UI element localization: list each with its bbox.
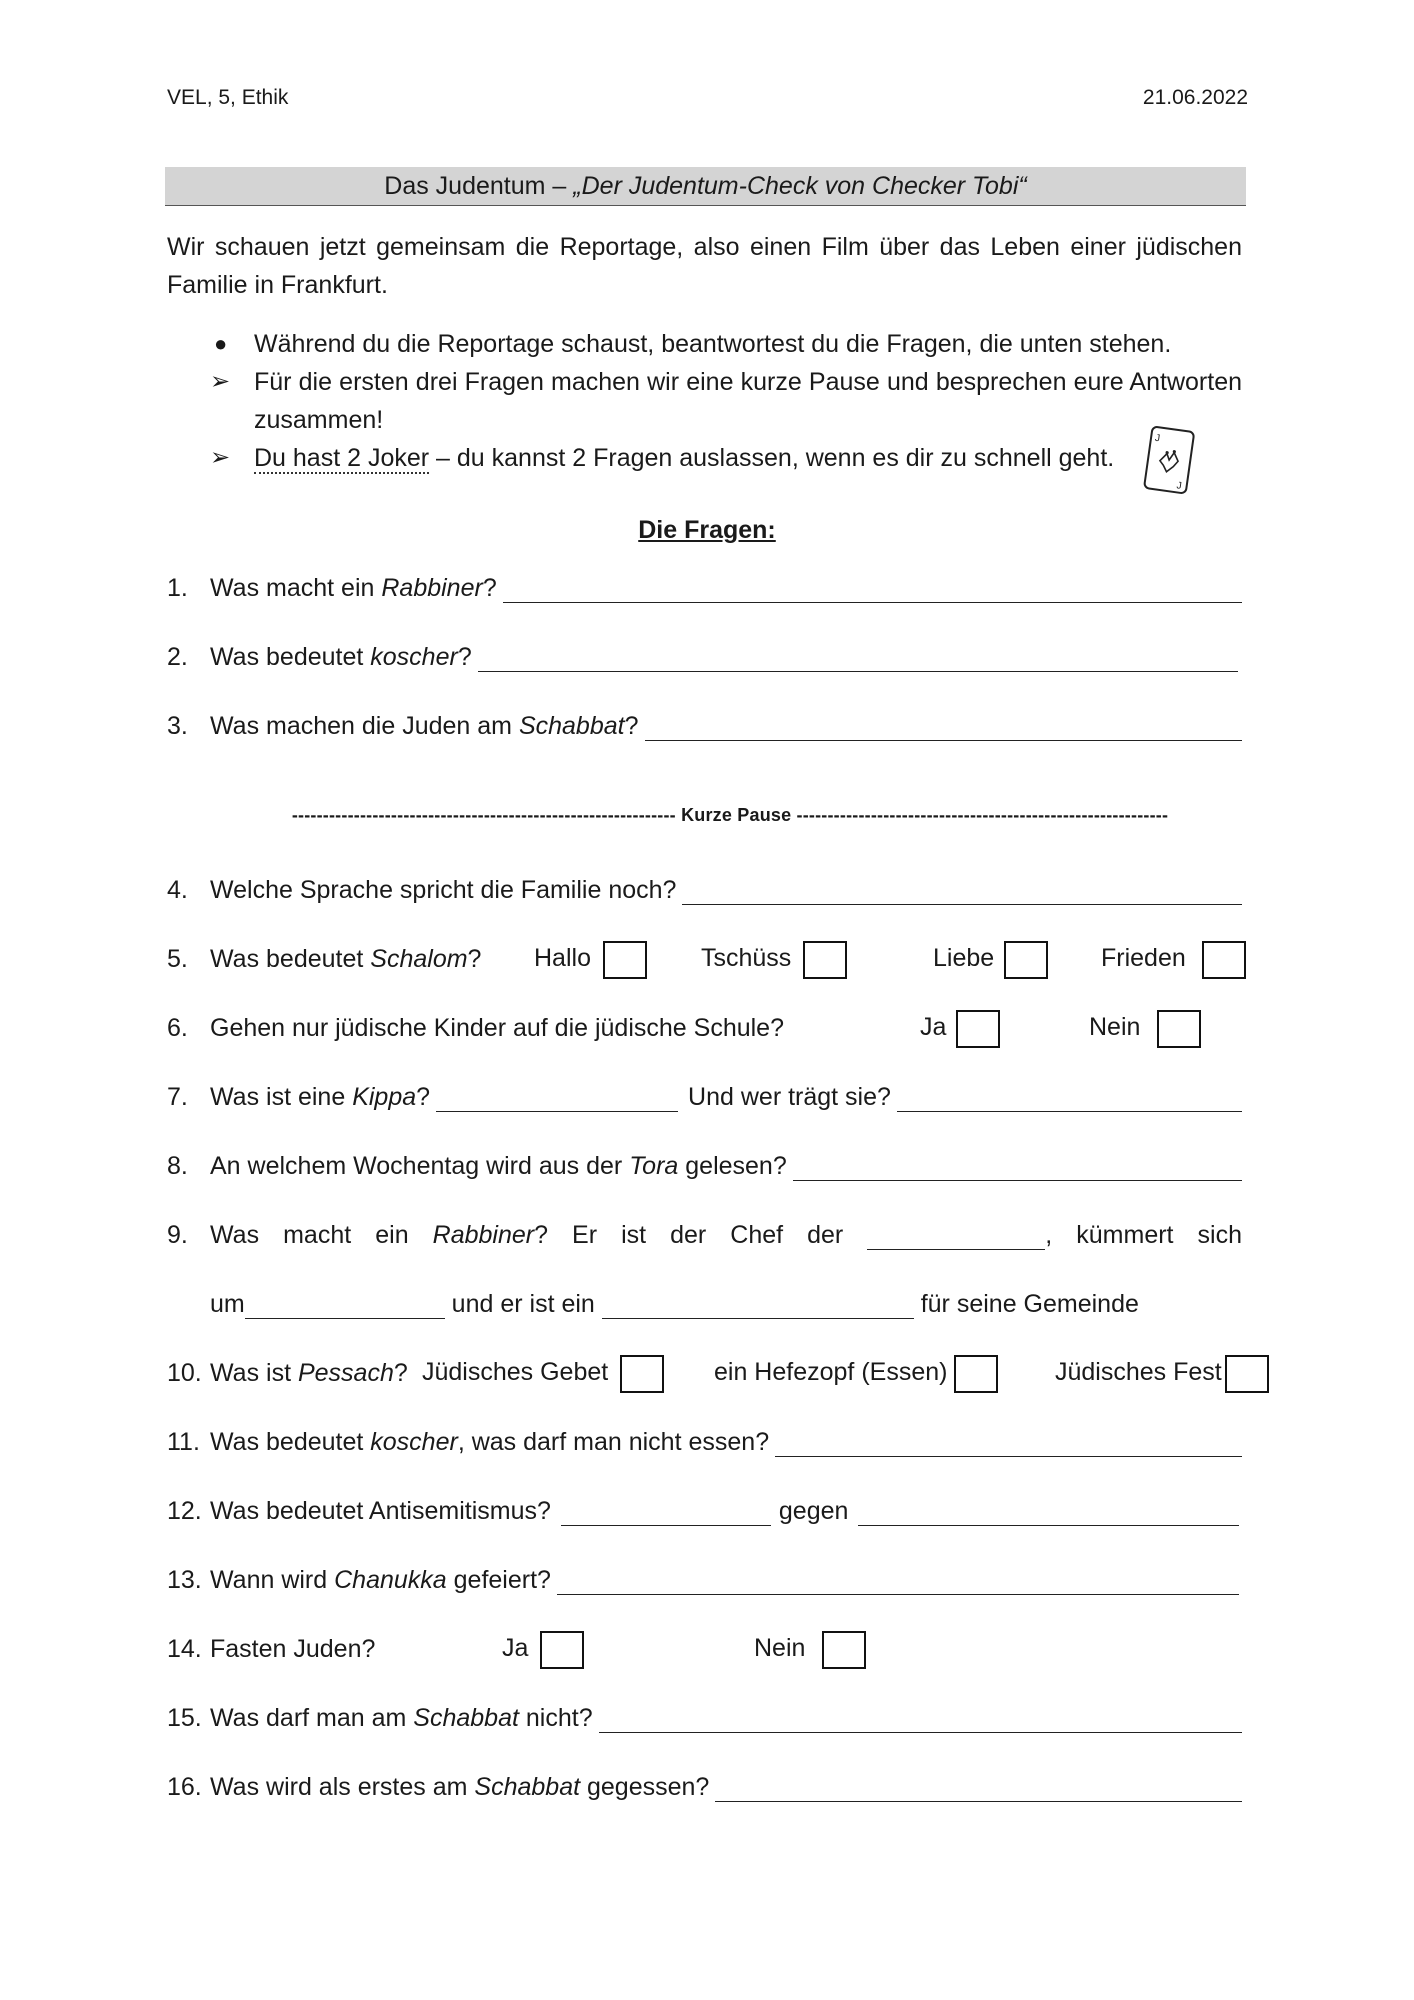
checkbox-tschuess[interactable] bbox=[803, 941, 847, 979]
answer-line[interactable] bbox=[561, 1503, 771, 1526]
checkbox-gebet[interactable] bbox=[620, 1355, 664, 1393]
joker-card-icon bbox=[1138, 424, 1200, 498]
title-main: Das Judentum – bbox=[384, 171, 574, 200]
q-number: 4. bbox=[167, 876, 188, 904]
question-8: 8. An welchem Wochentag wird aus der Tora gelesen? bbox=[167, 1151, 1242, 1181]
answer-line[interactable] bbox=[602, 1296, 914, 1319]
checkbox-ja[interactable] bbox=[956, 1010, 1000, 1048]
answer-line[interactable] bbox=[503, 580, 1242, 603]
arrow-bullet-icon: ➢ bbox=[210, 444, 231, 471]
q-number: 14. bbox=[167, 1635, 202, 1663]
answer-line[interactable] bbox=[897, 1089, 1242, 1112]
intro-text: Wir schauen jetzt gemeinsam die Reportage, also einen Film über das Leben einer jüdischen Familie in Frankfurt. bbox=[167, 233, 1242, 299]
checkbox-ja[interactable] bbox=[540, 1631, 584, 1669]
answer-line[interactable] bbox=[557, 1572, 1239, 1595]
checkbox-liebe[interactable] bbox=[1004, 941, 1048, 979]
bullet-3-rest: – du kannst 2 Fragen auslassen, wenn es dir zu schnell geht. bbox=[429, 444, 1115, 472]
checkbox-nein[interactable] bbox=[1157, 1010, 1201, 1048]
q-number: 5. bbox=[167, 945, 188, 973]
question-7: 7. Was ist eine Kippa? Und wer trägt sie? bbox=[167, 1082, 1242, 1112]
header-date: 21.06.2022 bbox=[1142, 86, 1248, 109]
checkbox-frieden[interactable] bbox=[1202, 941, 1246, 979]
answer-line[interactable] bbox=[478, 649, 1238, 672]
question-3: 3. Was machen die Juden am Schabbat? bbox=[167, 711, 1242, 741]
question-9: 9. Was macht ein Rabbiner? Er ist der Chef der , kümmert sich bbox=[167, 1221, 1242, 1249]
answer-line[interactable] bbox=[858, 1503, 1239, 1526]
option-fest: Jüdisches Fest bbox=[1055, 1358, 1222, 1386]
q-number: 7. bbox=[167, 1083, 188, 1111]
answer-line[interactable] bbox=[867, 1227, 1045, 1250]
checkbox-nein[interactable] bbox=[822, 1631, 866, 1669]
q-number: 16. bbox=[167, 1773, 202, 1801]
bullet-1: Während du die Reportage schaust, beantwortest du die Fragen, die unten stehen. bbox=[254, 330, 1172, 358]
question-14: 14. Fasten Juden? bbox=[167, 1635, 376, 1663]
answer-line[interactable] bbox=[245, 1296, 445, 1319]
option-nein: Nein bbox=[1089, 1013, 1141, 1041]
q-number: 12. bbox=[167, 1497, 202, 1525]
question-5: 5. Was bedeutet Schalom? bbox=[167, 945, 482, 973]
pause-divider: -------------------------------------------------------------- Kurze Pause ------------------------------------------------------------ bbox=[291, 805, 1169, 825]
option-ja: Ja bbox=[920, 1013, 947, 1041]
option-frieden: Frieden bbox=[1101, 944, 1186, 972]
q-number: 8. bbox=[167, 1152, 188, 1180]
answer-line[interactable] bbox=[682, 882, 1242, 905]
q-number: 9. bbox=[167, 1221, 188, 1249]
question-4: 4. Welche Sprache spricht die Familie noch? bbox=[167, 875, 1242, 905]
q-number: 10. bbox=[167, 1359, 202, 1387]
option-hallo: Hallo bbox=[534, 944, 591, 972]
bullet-2: Für die ersten drei Fragen machen wir eine kurze Pause und besprechen eure Antworten zusammen! bbox=[254, 368, 1242, 434]
question-12: 12. Was bedeutet Antisemitismus? gegen bbox=[167, 1496, 1239, 1526]
worksheet-title bbox=[165, 167, 1246, 206]
answer-line[interactable] bbox=[436, 1089, 678, 1112]
q-number: 6. bbox=[167, 1014, 188, 1042]
q-number: 3. bbox=[167, 712, 188, 740]
question-16: 16. Was wird als erstes am Schabbat gegessen? bbox=[167, 1772, 1242, 1802]
joker-text: Du hast 2 Joker bbox=[254, 444, 430, 472]
checkbox-hefezopf[interactable] bbox=[954, 1355, 998, 1393]
answer-line[interactable] bbox=[715, 1779, 1242, 1802]
checkbox-hallo[interactable] bbox=[603, 941, 647, 979]
question-11: 11. Was bedeutet koscher, was darf man nicht essen? bbox=[167, 1427, 1242, 1457]
option-tschuess: Tschüss bbox=[701, 944, 792, 972]
q-number: 1. bbox=[167, 574, 188, 602]
question-9-line-2: um und er ist ein für seine Gemeinde bbox=[210, 1290, 1139, 1318]
question-6: 6. Gehen nur jüdische Kinder auf die jüdische Schule? bbox=[167, 1014, 784, 1042]
title-italic: „Der Judentum-Check von Checker Tobi“ bbox=[573, 171, 1027, 200]
answer-line[interactable] bbox=[599, 1710, 1242, 1733]
question-15: 15. Was darf man am Schabbat nicht? bbox=[167, 1703, 1242, 1733]
option-hefezopf: ein Hefezopf (Essen) bbox=[714, 1358, 948, 1386]
option-gebet: Jüdisches Gebet bbox=[422, 1358, 609, 1386]
q-number: 11. bbox=[167, 1428, 200, 1456]
checkbox-fest[interactable] bbox=[1225, 1355, 1269, 1393]
option-ja: Ja bbox=[502, 1634, 529, 1662]
q-number: 15. bbox=[167, 1704, 202, 1732]
question-13: 13. Wann wird Chanukka gefeiert? bbox=[167, 1565, 1239, 1595]
arrow-bullet-icon: ➢ bbox=[210, 368, 231, 395]
q-number: 13. bbox=[167, 1566, 202, 1594]
q-number: 2. bbox=[167, 643, 188, 671]
option-liebe: Liebe bbox=[933, 944, 995, 972]
option-nein: Nein bbox=[754, 1634, 806, 1662]
answer-line[interactable] bbox=[645, 718, 1243, 741]
questions-title: Die Fragen: bbox=[638, 516, 776, 544]
svg-text:J: J bbox=[1154, 432, 1161, 445]
bullet-dot-icon: ● bbox=[214, 331, 228, 356]
header-course: VEL, 5, Ethik bbox=[167, 86, 289, 109]
question-10: 10. Was ist Pessach? bbox=[167, 1359, 408, 1387]
svg-text:J: J bbox=[1175, 480, 1183, 492]
question-1: 1. Was macht ein Rabbiner? bbox=[167, 573, 1242, 603]
question-2: 2. Was bedeutet koscher? bbox=[167, 642, 1238, 672]
answer-line[interactable] bbox=[775, 1434, 1242, 1457]
answer-line[interactable] bbox=[793, 1158, 1242, 1181]
bullet-3 bbox=[254, 439, 1114, 477]
